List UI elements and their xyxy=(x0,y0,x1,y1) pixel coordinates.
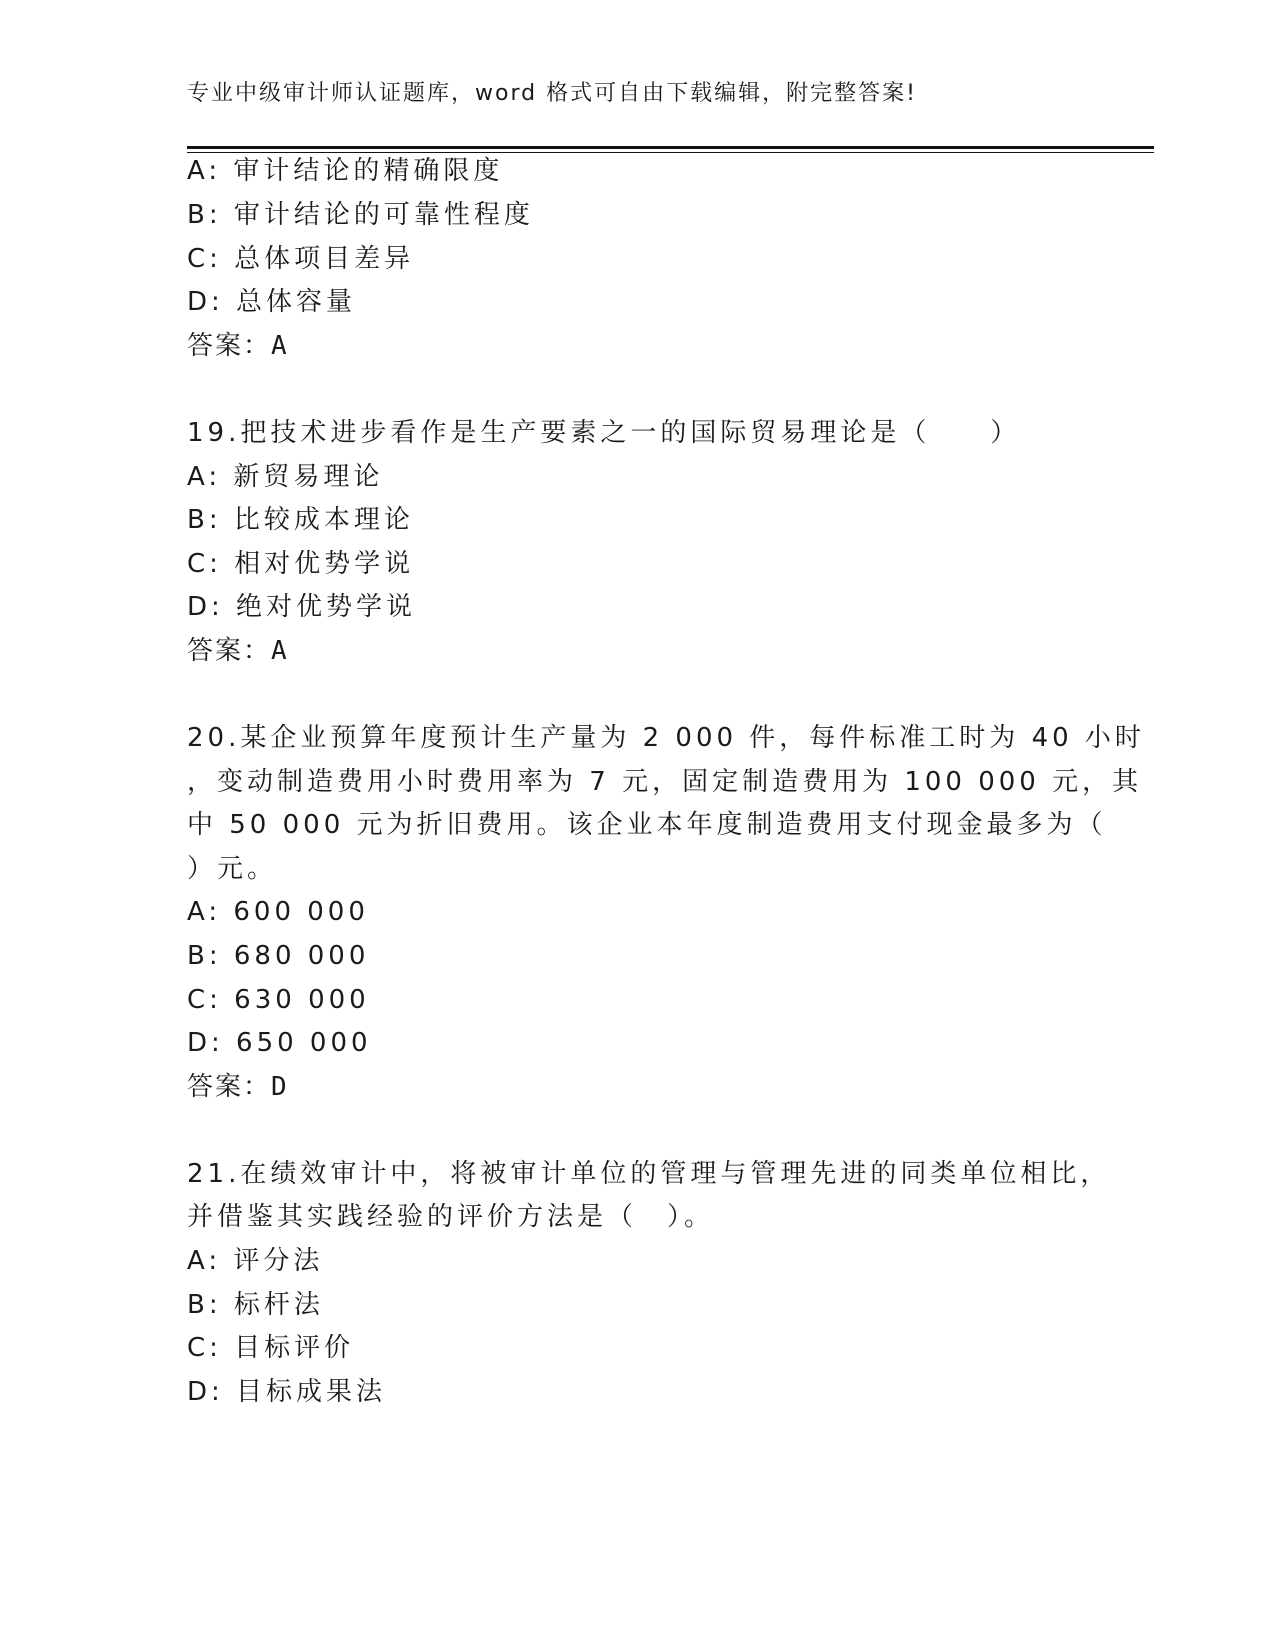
q19-option-b: B: 比较成本理论 xyxy=(187,505,414,535)
q20-option-b: B: 680 000 xyxy=(187,941,370,971)
q20-option-c: C: 630 000 xyxy=(187,985,370,1015)
q18-option-c: C: 总体项目差异 xyxy=(187,244,415,274)
page-header: 专业中级审计师认证题库，word 格式可自由下载编辑，附完整答案! xyxy=(187,81,917,106)
q20-stem-line2: ，变动制造费用小时费用率为 7 元，固定制造费用为 100 000 元，其 xyxy=(187,767,1143,797)
q21-option-a: A: 评分法 xyxy=(187,1246,324,1276)
header-rule-thin xyxy=(187,152,1154,153)
q19-answer: 答案：A xyxy=(187,636,289,666)
q20-stem-line1: 20.某企业预算年度预计生产量为 2 000 件，每件标准工时为 40 小时 xyxy=(187,723,1145,753)
q21-option-d: D: 目标成果法 xyxy=(187,1377,387,1407)
q18-answer: 答案：A xyxy=(187,331,289,361)
q19-option-d: D: 绝对优势学说 xyxy=(187,592,417,622)
q21-option-c: C: 目标评价 xyxy=(187,1333,355,1363)
q19-stem: 19.把技术进步看作是生产要素之一的国际贸易理论是（ ） xyxy=(187,418,1021,448)
q20-stem-line4: ）元。 xyxy=(187,854,278,884)
q20-option-a: A: 600 000 xyxy=(187,897,369,927)
q19-option-c: C: 相对优势学说 xyxy=(187,549,415,579)
q20-stem-line3: 中 50 000 元为折旧费用。该企业本年度制造费用支付现金最多为（ xyxy=(187,810,1107,840)
q21-stem-line2: 并借鉴其实践经验的评价方法是（ ）。 xyxy=(187,1202,715,1232)
q21-stem-line1: 21.在绩效审计中，将被审计单位的管理与管理先进的同类单位相比， xyxy=(187,1159,1111,1189)
q19-option-a: A: 新贸易理论 xyxy=(187,462,384,492)
q18-option-b: B: 审计结论的可靠性程度 xyxy=(187,200,534,230)
q21-option-b: B: 标杆法 xyxy=(187,1290,324,1320)
q20-option-d: D: 650 000 xyxy=(187,1028,372,1058)
q18-option-a: A: 审计结论的精确限度 xyxy=(187,156,504,186)
header-rule-thick xyxy=(187,146,1154,149)
q20-answer: 答案：D xyxy=(187,1072,289,1102)
q18-option-d: D: 总体容量 xyxy=(187,287,357,317)
